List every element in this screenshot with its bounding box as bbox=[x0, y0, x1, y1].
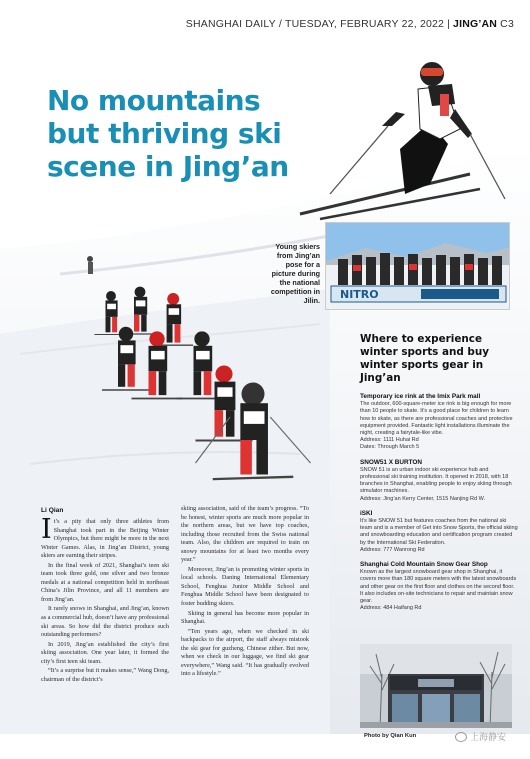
wechat-icon bbox=[455, 732, 467, 742]
section-name: JING’AN bbox=[453, 18, 498, 30]
headline-line-3: scene in Jing’an bbox=[47, 150, 289, 183]
venue-dates: Dates: Through March 5 bbox=[360, 444, 420, 451]
article-paragraph: “It’s a surprise but it makes sense,” Wang Dong, chairman of the district’s bbox=[41, 667, 169, 683]
dropcap: I bbox=[41, 514, 52, 545]
venue-name: Temporary ice rink at the Imix Park mall bbox=[360, 393, 481, 400]
sidebar-venues bbox=[360, 333, 518, 619]
venue-name: Shanghai Cold Mountain Snow Gear Shop bbox=[360, 561, 488, 569]
inset-team-photo bbox=[325, 222, 510, 310]
article-paragraph: Moreover, Jing’an is promoting winter sports in local schools. Daning International Elementary School, Fenghua Junior Middle School and Fenghua Middle School have been designated to foster budding skiers. bbox=[181, 565, 309, 608]
venue-item bbox=[360, 459, 518, 503]
sidebar-heading: Where to experience winter sports and buy winter sports gear in Jing’an bbox=[360, 333, 490, 384]
banner-text: NITRO bbox=[340, 288, 379, 301]
watermark-text: 上海静安 bbox=[470, 733, 507, 743]
headline-line-2: but thriving ski bbox=[47, 117, 282, 150]
article-paragraph: It rarely snows in Shanghai, and Jing’an, known as a commercial hub, doesn’t have any professional ski areas. So how did the district produce such outstanding performers? bbox=[41, 605, 169, 639]
article-paragraph: In the final week of 2021, Shanghai’s teen ski team took three gold, one silver and two bronze medals at a national competition held in northeast China’s Jilin Province, and all 11 members are from Jing’an. bbox=[41, 561, 169, 603]
headline bbox=[47, 84, 327, 183]
venue-description: Known as the largest snowboard gear shop in Shanghai, it covers more than 180 square meters with the latest snowboards and other gear on the first floor and clothes on the second floor. It also includes on-site technicians to repair and maintain snow gear. bbox=[360, 569, 517, 605]
venue-address: Address: Jing’an Kerry Center, 1515 Nanjing Rd W. bbox=[360, 495, 486, 502]
venue-address: Address: 484 Haifang Rd bbox=[360, 605, 422, 612]
venue-address: Address: 1111 Huhai Rd bbox=[360, 437, 419, 444]
venue-name: iSKI bbox=[360, 509, 373, 517]
page-number: C3 bbox=[500, 18, 514, 30]
venue-item bbox=[360, 393, 518, 452]
paper-name: SHANGHAI DAILY bbox=[185, 18, 276, 30]
venue-address: Address: 777 Wanrong Rd bbox=[360, 546, 425, 553]
article-paragraph: “Ten years ago, when we checked in ski backpacks to the airport, the staff always mistook the ski gear for guzheng, Chinese zither. But now, when we check in our luggage, we find ski gear everywhere,” Wang said. “It has gradually evolved into a lifestyle.” bbox=[181, 627, 309, 678]
byline: Li Qian bbox=[41, 507, 64, 514]
venue-description: SNOW 51 is an urban indoor ski experience hub and professional ski training institution. It opened in 2018, with 18 branches in Shanghai, enabling people to enjoy skiing through simulator machines. bbox=[360, 466, 512, 495]
headline-line-1: No mountains bbox=[47, 84, 261, 117]
article-column-2 bbox=[181, 505, 309, 680]
article-paragraph: In 2019, Jing’an established the city’s first skiing association. One year later, it formed the city’s first teen ski team. bbox=[41, 640, 169, 665]
article-paragraph: skiing association, said of the team’s progress. “To be honest, winter sports are much more popular in the northern areas, but we have top coaches, including those recruited from the Swiss national team. Also, the children are required to train on snowy mountains for at least two months every year.” bbox=[181, 505, 309, 564]
venue-item bbox=[360, 510, 518, 554]
inset-caption: Young skiers from Jing’an pose for a picture during the national competition in Jilin. bbox=[270, 242, 320, 305]
shop-photo bbox=[360, 644, 512, 728]
article-paragraph: Skiing in general has become more popular in Shanghai. bbox=[181, 609, 309, 626]
masthead: SHANGHAI DAILY / TUESDAY, FEBRUARY 22, 2022 | JING’AN C3 bbox=[185, 18, 514, 30]
article-column-1 bbox=[41, 514, 169, 685]
venue-description: It’s like SNOW 51 but features coaches from the national ski team and is a member of Get into Snow Sports, the official skiing and snowboarding education and certification program created by the International Ski Federation. bbox=[360, 518, 518, 546]
issue-date: TUESDAY, FEBRUARY 22, 2022 bbox=[285, 18, 445, 30]
article-paragraph: It’s a pity that only three athletes from Shanghai took part in the Beijing Winter Olympics, but there might be more in the next Winter Games. Alas, in Jing’an District, young skiers are earning their stripes. bbox=[41, 514, 169, 560]
watermark bbox=[455, 730, 506, 743]
team-photo-illustration bbox=[326, 223, 510, 310]
venue-name: SNOW51 X BURTON bbox=[360, 458, 423, 466]
venue-description: The outdoor, 600-square-meter ice rink is big enough for more than 10 people to skate. It’s a good place for children to learn how to skate, as there are professional coaches and protective equipment provided. Fantastic light installations illuminate the night, creating a fairytale-like vibe. bbox=[360, 401, 513, 437]
venue-item bbox=[360, 561, 518, 612]
photo-credit: Photo by Qian Kun bbox=[364, 733, 417, 739]
shop-photo-illustration bbox=[360, 644, 512, 728]
